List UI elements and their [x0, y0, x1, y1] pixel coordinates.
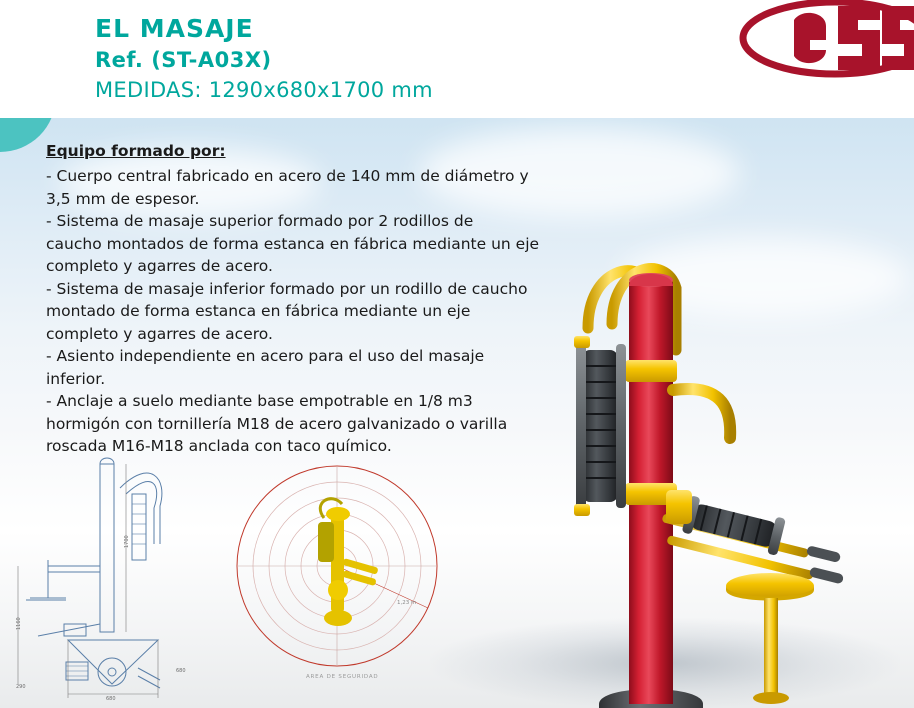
- spec-line: - Cuerpo central fabricado en acero de 140 mm de diámetro y: [46, 167, 529, 185]
- title-block: [95, 14, 433, 104]
- spec-line: - Asiento independiente en acero para el uso del masaje: [46, 347, 485, 365]
- spec-line: completo y agarres de acero.: [46, 324, 273, 343]
- spec-line: 3,5 mm de espesor.: [46, 189, 200, 208]
- svg-text:680: 680: [106, 696, 116, 702]
- svg-text:1160: 1160: [16, 617, 22, 630]
- product-measures: MEDIDAS: 1290x680x1700 mm: [95, 78, 433, 102]
- spec-line: hormigón con tornillería M18 de acero galvanizado o varilla: [46, 414, 508, 433]
- spec-line: caucho montados de forma estanca en fábrica mediante un eje: [46, 234, 540, 253]
- spec-line: montado de forma estanca en fábrica mediante un eje: [46, 302, 471, 320]
- safety-radius-label: 1,23 m: [397, 600, 417, 606]
- spec-line: - Anclaje a suelo mediante base empotrable en 1/8 m3: [46, 392, 473, 410]
- company-logo: [730, 0, 914, 84]
- spec-line: completo y agarres de acero.: [46, 257, 273, 275]
- drawings-row: [0, 448, 440, 708]
- technical-dimension-drawing: [8, 448, 213, 703]
- svg-text:1700: 1700: [124, 535, 130, 548]
- svg-text:680: 680: [176, 668, 186, 674]
- spec-line: - Sistema de masaje superior formado por 2 rodillos de: [46, 212, 474, 230]
- svg-text:290: 290: [16, 684, 26, 690]
- spec-heading: Equipo formado por:: [46, 142, 226, 160]
- product-reference: Ref. (ST-A03X): [95, 48, 272, 72]
- spec-line: - Sistema de masaje inferior formado por un rodillo de caucho: [46, 279, 528, 298]
- document-header: [0, 0, 914, 118]
- safety-area-caption: AREA DE SEGURIDAD: [306, 674, 379, 680]
- spec-line: inferior.: [46, 369, 106, 388]
- page-title: EL MASAJE: [95, 14, 254, 43]
- specification-block: [46, 140, 576, 458]
- spec-line: roscada M16-M18 anclada con taco químico.: [46, 437, 392, 455]
- safety-area-drawing: [232, 458, 442, 688]
